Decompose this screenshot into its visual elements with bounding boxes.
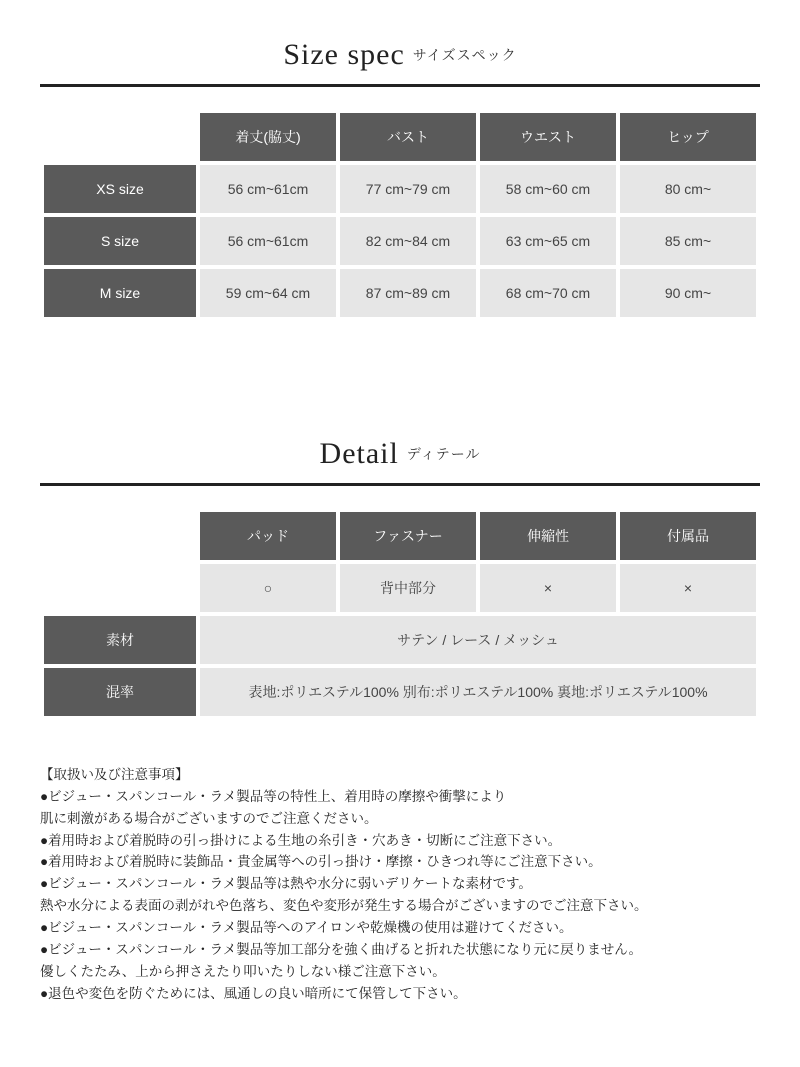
size-m-bust: 87 cm~89 cm [340,269,476,317]
size-xs-hip: 80 cm~ [620,165,756,213]
size-spec-col-0: 着丈(脇丈) [200,113,336,161]
detail-pad-value: ○ [200,564,336,612]
size-s-bust: 82 cm~84 cm [340,217,476,265]
size-spec-heading-en: Size spec [283,38,405,71]
size-xs-waist: 58 cm~60 cm [480,165,616,213]
detail-divider [40,483,760,486]
detail-heading [0,399,800,471]
care-note-line: ●ビジュー・スパンコール・ラメ製品等の特性上、着用時の摩擦や衝撃により [40,788,507,804]
table-row [44,217,756,265]
table-row [44,564,756,612]
detail-col-0: パッド [200,512,336,560]
detail-stretch-value: × [480,564,616,612]
size-spec-col-1: バスト [340,113,476,161]
corner-cell [44,512,196,560]
size-row-label-s: S size [44,217,196,265]
detail-col-1: ファスナー [340,512,476,560]
detail-material-value: サテン / レース / メッシュ [200,616,756,664]
care-note-line: ●ビジュー・スパンコール・ラメ製品等は熱や水分に弱いデリケートな素材です。 [40,876,532,892]
table-row [44,668,756,716]
care-note-line: 優しくたたみ、上から押さえたり叩いたりしない様ご注意下さい。 [40,963,446,979]
detail-accessory-value: × [620,564,756,612]
care-note-line: ●着用時および着脱時に装飾品・貴金属等への引っ掛け・摩擦・ひきつれ等にご注意下さい。 [40,854,602,870]
care-note-line: ●退色や変色を防ぐためには、風通しの良い暗所にて保管して下さい。 [40,985,467,1001]
care-note-line: 肌に刺激がある場合がございますのでご注意ください。 [40,810,378,826]
corner-cell [44,113,196,161]
size-row-label-xs: XS size [44,165,196,213]
section-spacer [0,321,800,399]
detail-col-3: 付属品 [620,512,756,560]
care-note-line: ●ビジュー・スパンコール・ラメ製品等へのアイロンや乾燥機の使用は避けてください。 [40,920,573,936]
size-spec-table [40,109,760,321]
detail-zipper-value: 背中部分 [340,564,476,612]
size-spec-heading-jp: サイズスペック [412,47,517,63]
size-row-label-m: M size [44,269,196,317]
size-s-waist: 63 cm~65 cm [480,217,616,265]
detail-blend-value: 表地:ポリエステル100% 別布:ポリエステル100% 裏地:ポリエステル100% [200,668,756,716]
empty-row-label [44,564,196,612]
detail-col-2: 伸縮性 [480,512,616,560]
table-row [44,269,756,317]
care-note-line: ●着用時および着脱時の引っ掛けによる生地の糸引き・穴あき・切断にご注意下さい。 [40,832,562,848]
size-spec-col-3: ヒップ [620,113,756,161]
table-header-row [44,512,756,560]
care-note-line: 熱や水分による表面の剥がれや色落ち、変色や変形が発生する場合がございますのでご注意下さい。 [40,898,648,914]
detail-heading-en: Detail [319,437,399,470]
table-row [44,616,756,664]
size-m-hip: 90 cm~ [620,269,756,317]
care-notes-title: 【取扱い及び注意事項】 [40,767,189,782]
size-m-waist: 68 cm~70 cm [480,269,616,317]
size-s-length: 56 cm~61cm [200,217,336,265]
detail-blend-label: 混率 [44,668,196,716]
size-xs-bust: 77 cm~79 cm [340,165,476,213]
table-header-row [44,113,756,161]
detail-material-label: 素材 [44,616,196,664]
size-m-length: 59 cm~64 cm [200,269,336,317]
table-row [44,165,756,213]
detail-table [40,508,760,720]
size-spec-col-2: ウエスト [480,113,616,161]
size-s-hip: 85 cm~ [620,217,756,265]
care-note-line: ●ビジュー・スパンコール・ラメ製品等加工部分を強く曲げると折れた状態になり元に戻りません。 [40,941,643,957]
size-xs-length: 56 cm~61cm [200,165,336,213]
size-spec-heading [0,0,800,72]
size-spec-divider [40,84,760,87]
detail-heading-jp: ディテール [406,446,481,462]
care-notes [40,764,760,1004]
